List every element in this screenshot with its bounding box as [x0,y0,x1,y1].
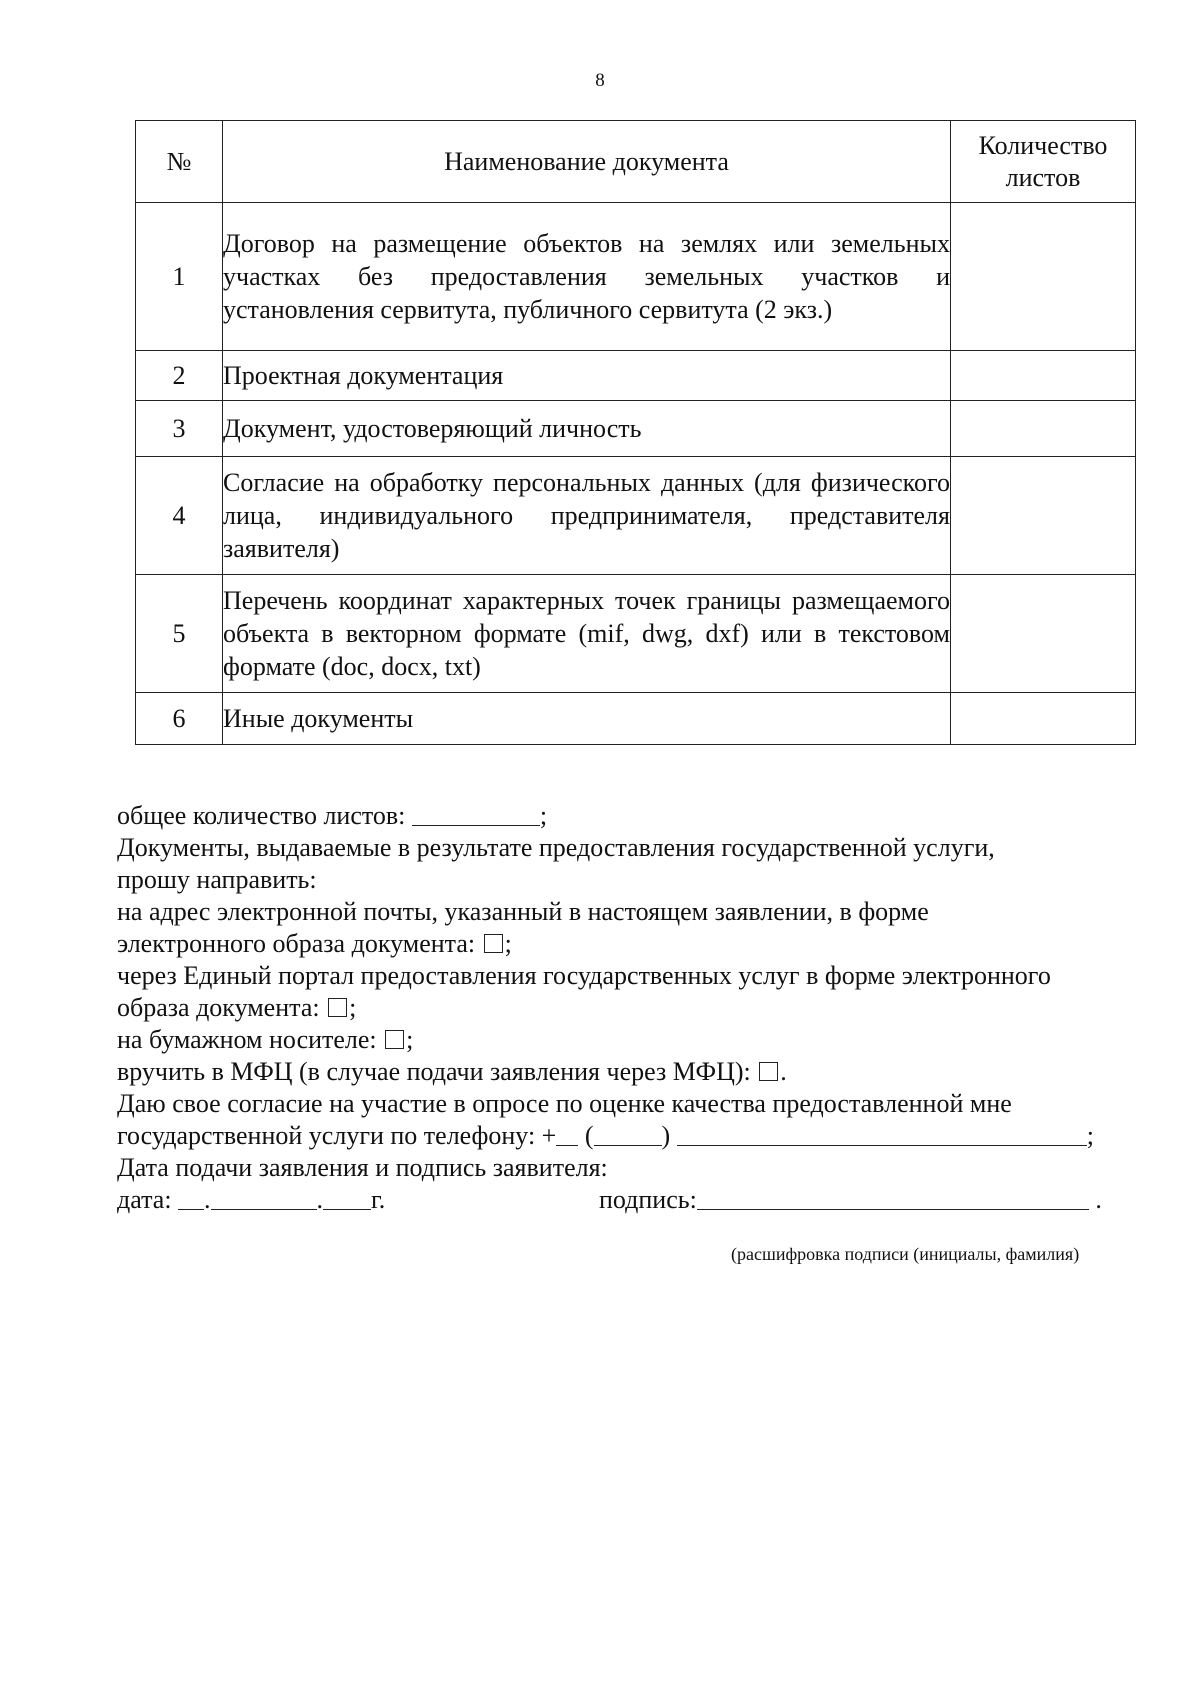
row-number: 2 [136,351,223,401]
row-document-name: Документ, удостоверяющий личность [223,401,951,457]
row-number: 3 [136,401,223,457]
table-row [136,693,1136,745]
phone-area-code-field[interactable] [594,1121,662,1146]
header-document-name: Наименование документа [223,121,951,203]
table-row [136,457,1136,575]
mfc-option-checkbox[interactable] [759,1062,778,1081]
email-option-line2 [117,928,1117,960]
signature-caption: (расшифровка подписи (инициалы, фамилия) [731,1244,1080,1264]
paper-option-line [117,1024,1117,1056]
email-option-label: электронного образа документа: [117,929,476,958]
table-header-row [136,121,1136,203]
portal-option-label: образа документа: [117,993,320,1022]
phone-country-code-field[interactable] [556,1121,578,1146]
portal-option-checkbox[interactable] [328,998,347,1017]
total-sheets-line [117,800,1117,832]
semicolon: ; [406,1025,414,1054]
semicolon: ; [349,993,357,1022]
signature-field[interactable] [697,1185,1089,1210]
date-label: дата: [117,1185,172,1214]
header-sheet-count [951,121,1136,203]
year-suffix: г. [371,1185,386,1214]
row-document-name: Перечень координат характерных точек границы размещаемого объекта в векторном формате (mif, dwg, dxf) или в текстовом формате (doc, docx, txt) [223,575,951,693]
row-sheet-count[interactable] [951,203,1136,351]
mfc-option-line [117,1056,1117,1088]
period: . [1095,1185,1102,1214]
row-number: 5 [136,575,223,693]
semicolon: ; [504,929,512,958]
row-sheet-count[interactable] [951,693,1136,745]
row-document-name: Иные документы [223,693,951,745]
phone-open-paren: ( [584,1121,594,1150]
phone-close-paren: ) [661,1121,671,1150]
email-option-line1: на адрес электронной почты, указанный в настоящем заявлении, в форме [117,897,929,926]
consent-phone-label: государственной услуги по телефону: + [117,1121,557,1150]
header-sheet-count-line1: Количество [978,130,1108,160]
consent-line2 [117,1120,1117,1152]
row-sheet-count[interactable] [951,457,1136,575]
row-number: 1 [136,203,223,351]
email-option-checkbox[interactable] [484,934,503,953]
signature-label: подпись: [599,1185,697,1214]
date-year-field[interactable] [323,1185,371,1210]
row-document-name: Проектная документация [223,351,951,401]
row-document-name: Договор на размещение объектов на землях или земельных участках без предоставления земельных участков и установления сервитута, публичного сервитута (2 экз.) [223,203,951,351]
date-signature-row [117,1184,1117,1218]
date-month-field[interactable] [211,1185,317,1210]
date-day-field[interactable] [178,1185,204,1210]
table-row [136,575,1136,693]
total-sheets-label: общее количество листов: [117,801,406,830]
date-separator: . [316,1185,324,1214]
consent-line1: Даю свое согласие на участие в опросе по оценке качества предоставленной мне [117,1089,1012,1118]
mfc-option-label: вручить в МФЦ (в случае подачи заявления через МФЦ): [117,1057,751,1086]
header-number: № [136,121,223,203]
portal-option-line2 [117,992,1117,1024]
row-sheet-count[interactable] [951,575,1136,693]
paper-option-label: на бумажном носителе: [117,1025,377,1054]
table-row [136,401,1136,457]
row-number: 6 [136,693,223,745]
total-sheets-end: ; [539,801,548,830]
page-number: 8 [595,70,605,91]
documents-intro-line2: прошу направить: [117,865,317,894]
portal-option-line1: через Единый портал предоставления государственных услуг в форме электронного [117,961,1051,990]
header-sheet-count-line2: листов [1005,162,1081,192]
table-row [136,351,1136,401]
documents-intro-line1: Документы, выдаваемые в результате предоставления государственной услуги, [117,833,995,862]
date-separator: . [204,1185,211,1214]
paper-option-checkbox[interactable] [385,1030,404,1049]
signature-block [599,1184,1102,1216]
row-sheet-count[interactable] [951,401,1136,457]
period: . [780,1057,787,1086]
row-document-name: Согласие на обработку персональных данных (для физического лица, индивидуального предпринимателя, представителя заявителя) [223,457,951,575]
row-sheet-count[interactable] [951,351,1136,401]
application-form-text [117,800,1117,1218]
documents-table [135,120,1136,745]
row-number: 4 [136,457,223,575]
phone-number-field[interactable] [677,1121,1087,1146]
date-signature-heading: Дата подачи заявления и подпись заявителя: [117,1153,608,1182]
semicolon: ; [1086,1121,1094,1150]
date-block [117,1184,385,1216]
table-row [136,203,1136,351]
total-sheets-field[interactable] [412,801,540,826]
